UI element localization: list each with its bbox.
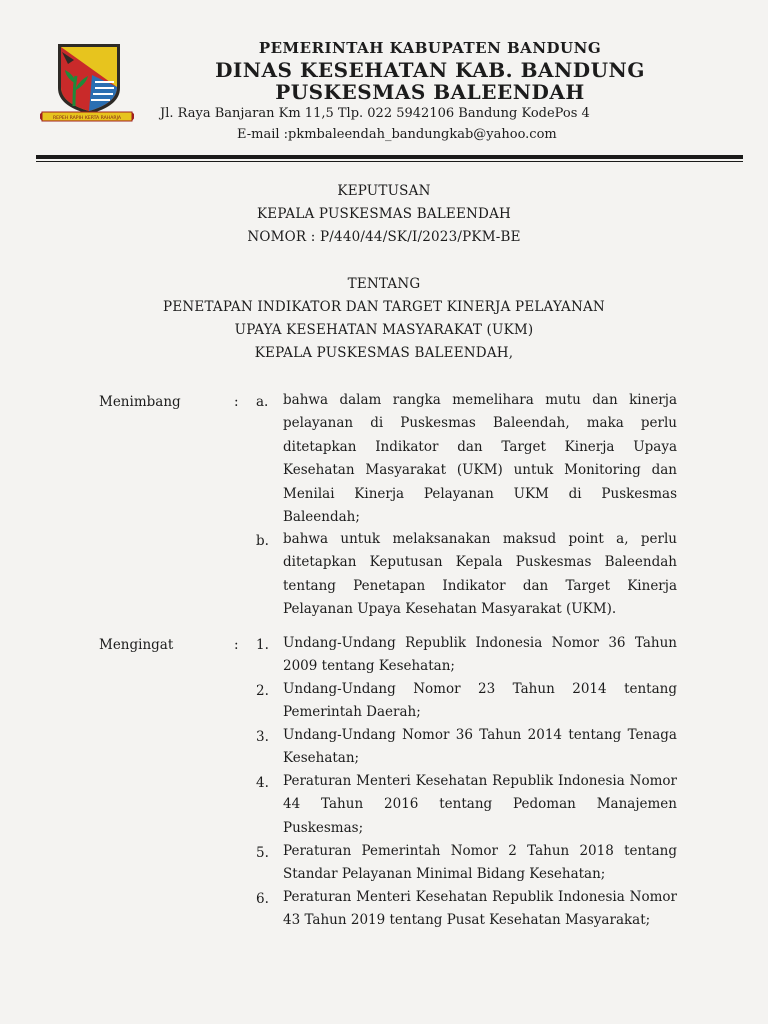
decree-subject-line-1: PENETAPAN INDIKATOR DAN TARGET KINERJA PELAYANAN: [163, 299, 605, 315]
section-label-mengingat: Mengingat: [99, 637, 174, 653]
list-item-text: Peraturan Menteri Kesehatan Republik Indonesia Nomor 43 Tahun 2019 tentang Pusat Kesehatan Masyarakat;: [283, 889, 677, 929]
decree-number: NOMOR : P/440/44/SK/I/2023/PKM-BE: [247, 229, 521, 245]
list-item-marker: 5.: [256, 845, 269, 861]
decree-issuer-line: KEPALA PUSKESMAS BALEENDAH,: [254, 345, 514, 361]
list-item-marker: 2.: [256, 683, 269, 699]
letterhead-facility: PUSKESMAS BALEENDAH: [275, 80, 585, 104]
list-item-text: bahwa dalam rangka memelihara mutu dan kinerja pelayanan di Puskesmas Baleendah, maka perlu ditetapkan Indikator dan Target Kinerja Upaya Kesehatan Masyarakat (UKM) untuk Monitoring dan Menilai Kinerja Pelayanan UKM di Puskesmas Baleendah;: [283, 392, 677, 526]
list-item-marker: 4.: [256, 775, 269, 791]
list-item-marker: 1.: [256, 637, 269, 653]
decree-about: TENTANG: [347, 276, 421, 292]
letterhead-government: PEMERINTAH KABUPATEN BANDUNG: [258, 39, 602, 57]
section-colon: :: [234, 637, 239, 653]
decree-issuer: KEPALA PUSKESMAS BALEENDAH: [256, 206, 511, 222]
list-item-text: Undang-Undang Nomor 36 Tahun 2014 tentang Tenaga Kesehatan;: [283, 727, 677, 767]
svg-text:REPEH RAPIH KERTA RAHARJA: REPEH RAPIH KERTA RAHARJA: [52, 116, 122, 121]
list-item-text: Peraturan Menteri Kesehatan Republik Indonesia Nomor 44 Tahun 2016 tentang Pedoman Manajemen Puskesmas;: [283, 773, 677, 836]
decree-title: KEPUTUSAN: [337, 183, 431, 199]
list-item-marker: 3.: [256, 729, 269, 745]
list-item-marker: a.: [256, 394, 269, 410]
letterhead-email: E-mail :pkmbaleendah_bandungkab@yahoo.com: [237, 127, 557, 142]
decree-subject-line-2: UPAYA KESEHATAN MASYARAKAT (UKM): [234, 322, 534, 338]
section-label-menimbang: Menimbang: [99, 394, 181, 410]
list-item-text: Undang-Undang Nomor 23 Tahun 2014 tentang Pemerintah Daerah;: [283, 681, 677, 721]
letterhead-divider-thin: [36, 161, 743, 162]
letterhead-agency: DINAS KESEHATAN KAB. BANDUNG: [215, 58, 645, 82]
list-item-marker: b.: [256, 533, 269, 549]
letterhead-divider-thick: [36, 155, 743, 159]
section-colon: :: [234, 394, 239, 410]
list-item-text: bahwa untuk melaksanakan maksud point a, perlu ditetapkan Keputusan Kepala Puskesmas Baleendah tentang Penetapan Indikator dan Target Kinerja Pelayanan Upaya Kesehatan Masyarakat (UKM).: [283, 531, 677, 618]
list-item-text: Undang-Undang Republik Indonesia Nomor 36 Tahun 2009 tentang Kesehatan;: [283, 635, 677, 675]
letterhead-address: Jl. Raya Banjaran Km 11,5 Tlp. 022 5942106 Bandung KodePos 4: [160, 106, 590, 121]
list-item-text: Peraturan Pemerintah Nomor 2 Tahun 2018 tentang Standar Pelayanan Minimal Bidang Kesehatan;: [283, 843, 677, 883]
list-item-marker: 6.: [256, 891, 269, 907]
